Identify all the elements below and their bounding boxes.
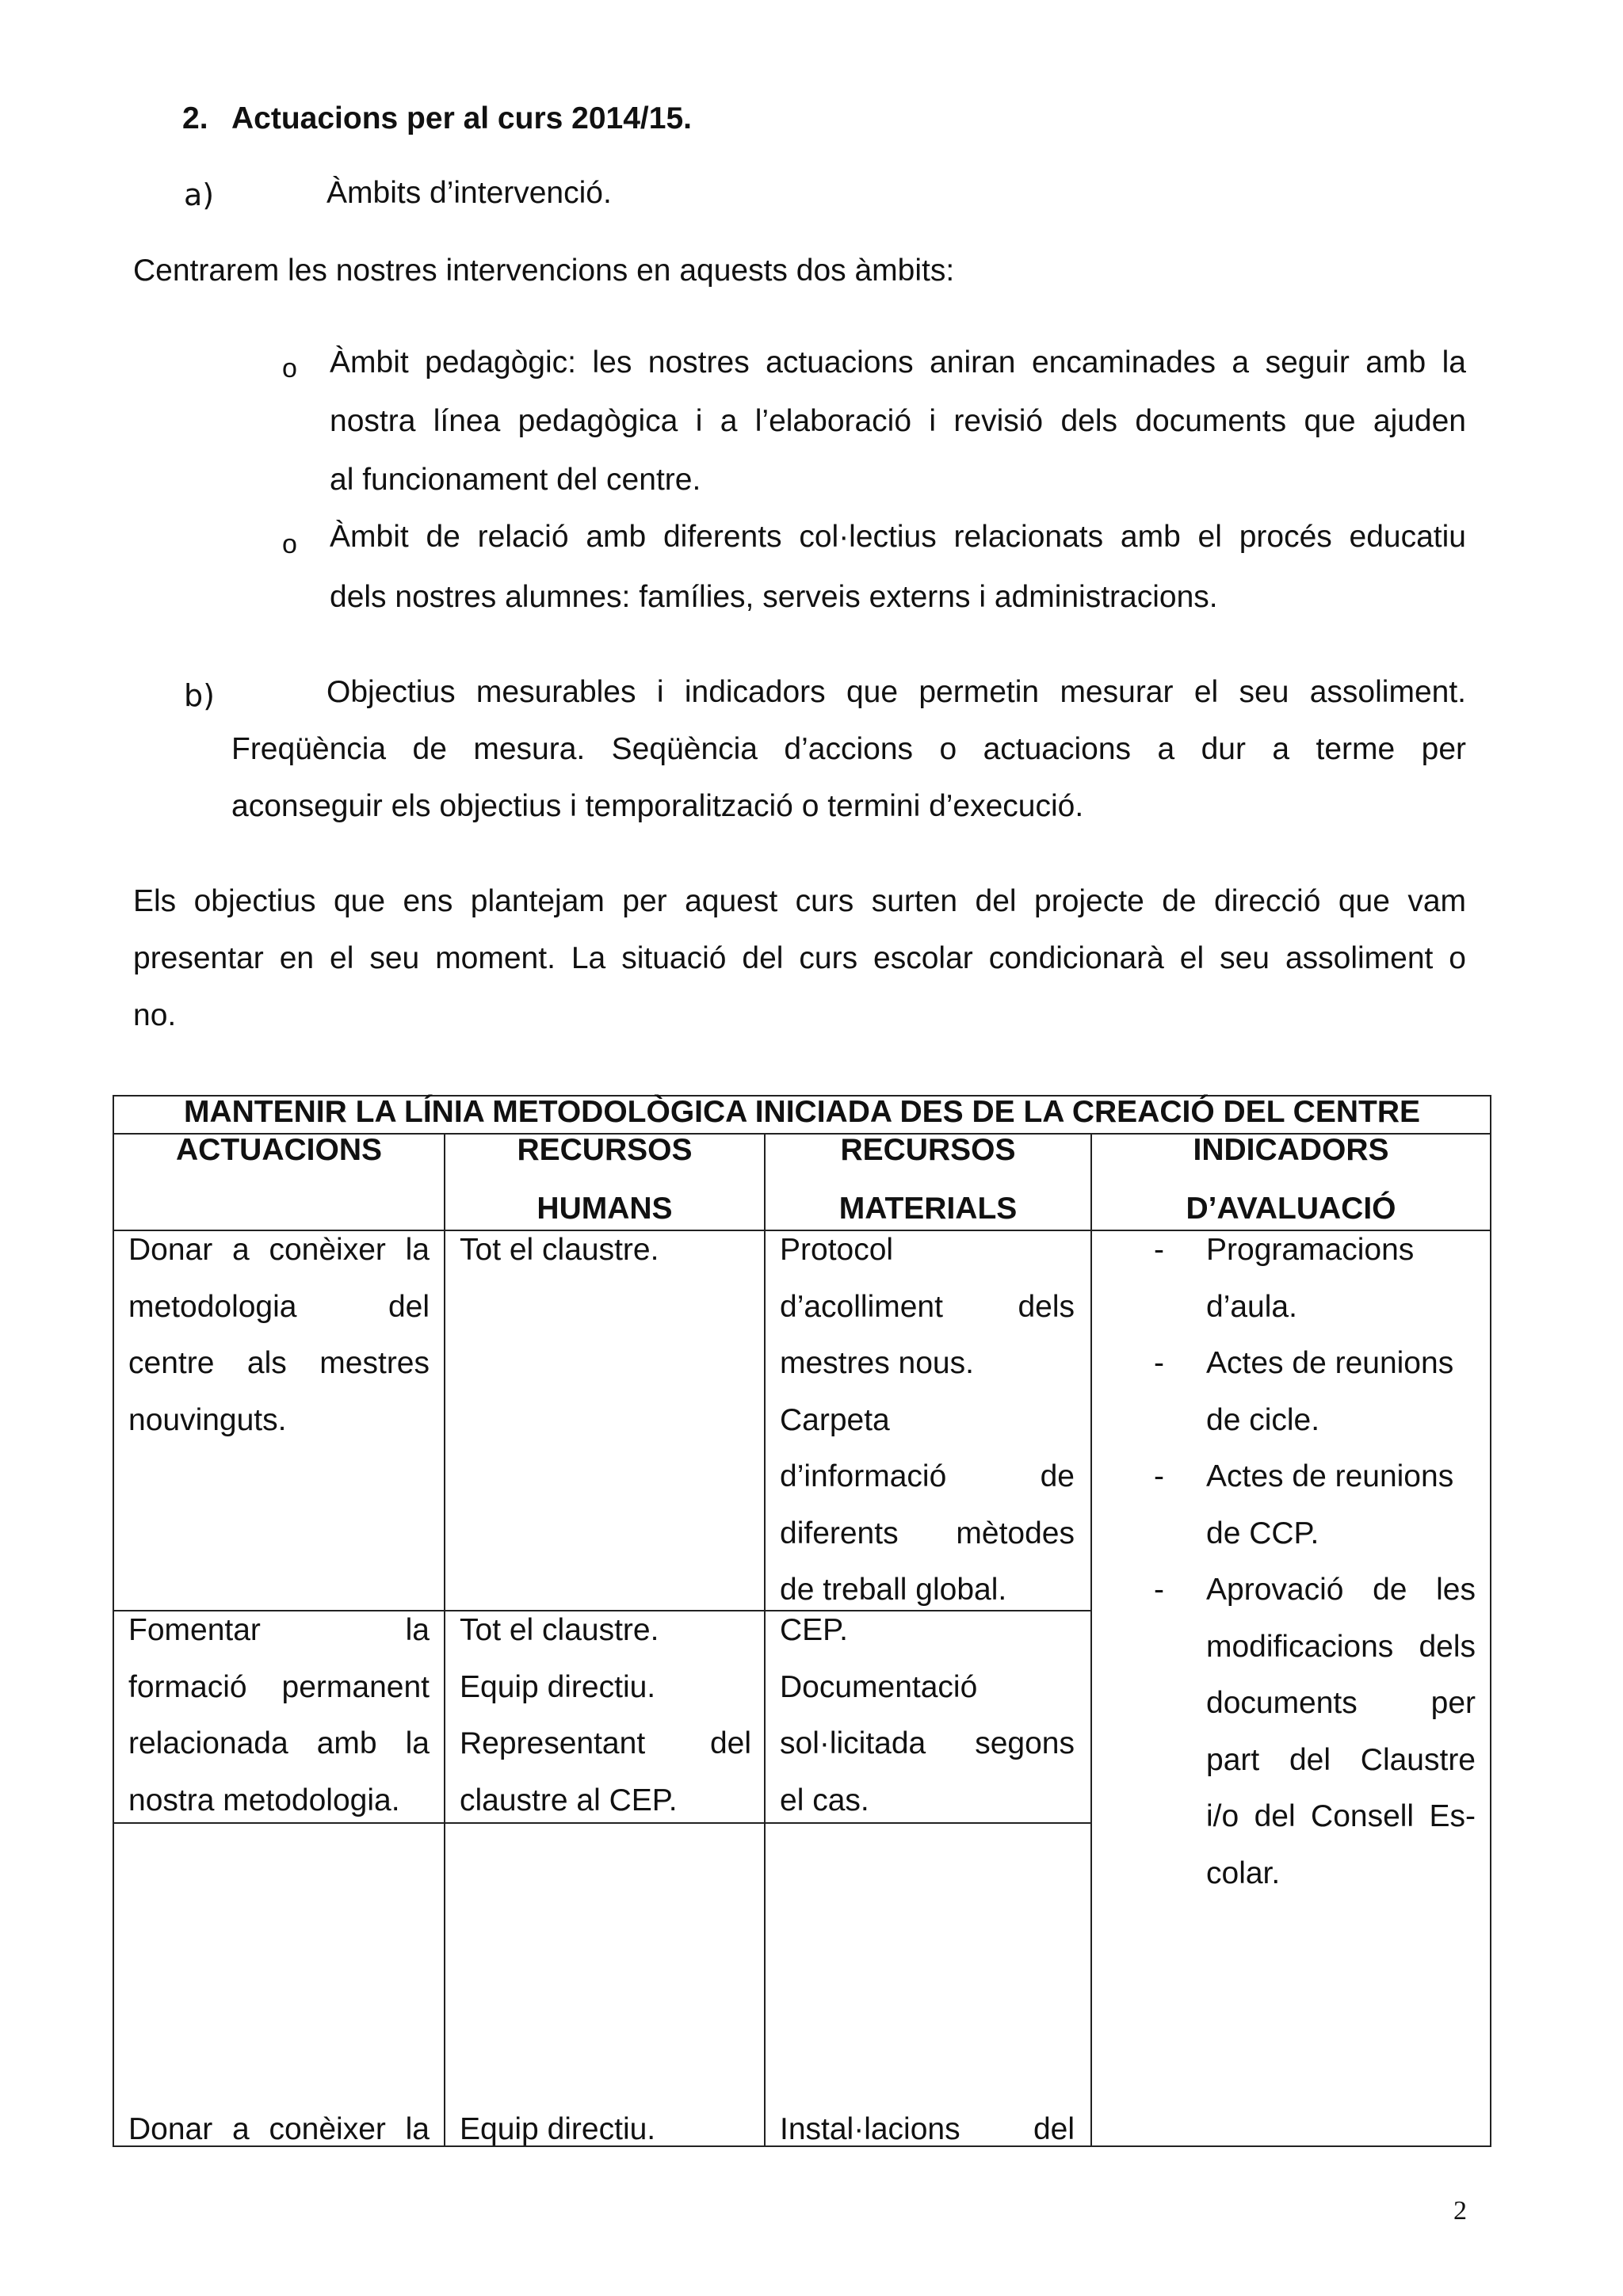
header-recursos-humans-1: RECURSOS bbox=[517, 1133, 693, 1167]
header-recursos-materials-1: RECURSOS bbox=[840, 1133, 1016, 1167]
bullet-line: Àmbit de relació amb diferents col·lectius relacionats amb el procés educatiu bbox=[330, 520, 1466, 554]
intro-text: Centrarem les nostres intervencions en aquests dos àmbits: bbox=[133, 254, 955, 288]
row3-humans: Equip directiu. bbox=[460, 2112, 656, 2146]
indicator-item: Aprovació de les modificacions dels documents per part del Claustre i/o del Consell Es- colar. bbox=[1206, 1573, 1476, 1890]
indicator-item: Actes de reunions de cicle. bbox=[1206, 1346, 1454, 1437]
row1-humans: Tot el claustre. bbox=[460, 1233, 659, 1267]
row3-materials: Instal·lacions del bbox=[780, 2112, 1075, 2146]
bullet-line: Àmbit pedagògic: les nostres actuacions aniran encaminades a seguir amb la bbox=[330, 345, 1466, 379]
paragraph-line: no. bbox=[133, 998, 177, 1032]
paragraph-line: Els objectius que ens plantejam per aquest curs surten del projecte de direcció que vam bbox=[133, 884, 1466, 918]
page-number: 2 bbox=[1453, 2196, 1467, 2225]
row1-actuacions: Donar a conèixer la metodologia del centre als mestres nouvinguts. bbox=[128, 1233, 430, 1437]
indicator-dash: - bbox=[1154, 1346, 1164, 1380]
row3-actuacions: Donar a conèixer la bbox=[128, 2112, 430, 2146]
bullet-line: dels nostres alumnes: famílies, serveis externs i administracions. bbox=[330, 580, 1218, 614]
header-indicadors-2: D’AVALUACIÓ bbox=[1186, 1192, 1396, 1226]
section-title: Actuacions per al curs 2014/15. bbox=[231, 101, 692, 135]
indicator-dash: - bbox=[1154, 1573, 1164, 1607]
subsection-a-title: Àmbits d’intervenció. bbox=[327, 176, 612, 210]
row2-humans: Tot el claustre. Equip directiu. Representant del claustre al CEP. bbox=[460, 1613, 751, 1817]
header-recursos-humans-2: HUMANS bbox=[537, 1192, 673, 1226]
objectives-line: Objectius mesurables i indicadors que permetin mesurar el seu assoliment. bbox=[327, 675, 1466, 709]
paragraph-line: presentar en el seu moment. La situació del curs escolar condicionarà el seu assoliment o bbox=[133, 941, 1466, 975]
bullet-marker: o bbox=[282, 353, 297, 383]
bullet-line: al funcionament del centre. bbox=[330, 463, 701, 497]
list-marker-b: b) bbox=[184, 678, 215, 713]
bullet-marker: o bbox=[282, 529, 297, 559]
table-title: MANTENIR LA LÍNIA METODOLÒGICA INICIADA DES DE LA CREACIÓ DEL CENTRE bbox=[183, 1095, 1421, 1129]
indicator-item: Programacions d’aula. bbox=[1206, 1233, 1415, 1324]
indicator-item: Actes de reunions de CCP. bbox=[1206, 1459, 1454, 1550]
bullet-line: nostra línea pedagògica i a l’elaboració i revisió dels documents que ajuden bbox=[330, 404, 1466, 438]
indicator-dash: - bbox=[1154, 1233, 1164, 1267]
objectives-line: Freqüència de mesura. Seqüència d’accions o actuacions a dur a terme per bbox=[231, 732, 1466, 766]
row1-materials: Protocol d’acolliment dels mestres nous. Carpeta d’informació de diferents mètodes de treball global. bbox=[780, 1233, 1075, 1607]
list-marker-a: a) bbox=[184, 177, 215, 212]
row2-actuacions: Fomentar la formació permanent relacionada amb la nostra metodologia. bbox=[128, 1613, 430, 1817]
indicator-dash: - bbox=[1154, 1459, 1164, 1493]
section-number: 2. bbox=[182, 101, 208, 135]
row2-materials: CEP. Documentació sol·licitada segons el cas. bbox=[780, 1613, 1075, 1817]
header-recursos-materials-2: MATERIALS bbox=[838, 1192, 1018, 1226]
header-actuacions: ACTUACIONS bbox=[176, 1133, 382, 1167]
header-indicadors-1: INDICADORS bbox=[1193, 1133, 1389, 1167]
objectives-line: aconseguir els objectius i temporalització o termini d’execució. bbox=[231, 789, 1084, 823]
